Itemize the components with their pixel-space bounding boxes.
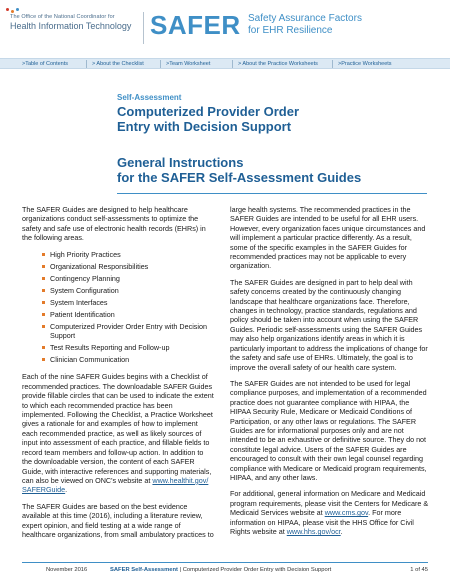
- design-paragraph: The SAFER Guides are designed in part to help deal with safety concerns created by the continuously changing landscape that healthcare organizations face. Therefore, changes in technology, practice standards, regulations and policy should be taken into account when using the SAFER Guides. Periodic self-assessments using the SAFER Guides may also help organizations identify areas in which it is particularly important to address the implications of change for the safety and safe use of EHRs. Ultimately, the goal is to improve the overall safety of our health care system.: [230, 277, 428, 372]
- onc-logo: [10, 14, 140, 31]
- list-item: Patient Identification: [50, 310, 214, 319]
- list-item: Computerized Provider Order Entry with Decision Support: [50, 322, 214, 341]
- right-column: [230, 205, 430, 543]
- info-text-c: .: [340, 527, 343, 536]
- list-item: Contingency Planning: [50, 274, 214, 283]
- list-item: Organizational Responsibilities: [50, 262, 214, 271]
- page-title: [117, 104, 397, 134]
- safer-subtitle-line2: for EHR Resilience: [248, 25, 333, 36]
- footer-title-bold: SAFER Self-Assessment: [110, 567, 178, 573]
- nav-divider: [86, 60, 87, 68]
- info-paragraph: [230, 489, 430, 536]
- usage-paragraph: large health systems. The recommended practices in the SAFER Guides are intended to be useful for all EHR users. However, every organization faces unique circumstances and will implement a particular practice differently. As a result, some of the specific examples in the SAFER Guides for recommended practices may not be applicable to every organization.: [230, 205, 426, 271]
- nav-divider: [232, 60, 233, 68]
- nav-practice-worksheets[interactable]: >Practice Worksheets: [338, 61, 392, 67]
- safer-subtitle: [248, 13, 388, 37]
- nav-divider: [160, 60, 161, 68]
- nav-table-of-contents[interactable]: >Table of Contents: [22, 61, 69, 67]
- checklist-text-end: .: [65, 485, 68, 495]
- nav-divider: [332, 60, 333, 68]
- kicker-label: Self-Assessment: [117, 93, 182, 102]
- page-title-line2: Entry with Decision Support: [117, 119, 292, 134]
- list-item: Test Results Reporting and Follow-up: [50, 343, 214, 352]
- hhs-ocr-link[interactable]: www.hhs.gov/ocr: [286, 527, 341, 536]
- footer-page-number: 1 of 45: [410, 567, 428, 573]
- section-title: [117, 155, 397, 185]
- cms-link[interactable]: www.cms.gov: [324, 508, 369, 518]
- intro-paragraph: The SAFER Guides are designed to help healthcare organizations conduct self-assessments to optimize the safety and safe use of electronic health records (EHRs) in the following areas.: [22, 205, 206, 243]
- section-title-line2: for the SAFER Self-Assessment Guides: [117, 170, 362, 185]
- header-divider: [143, 12, 144, 44]
- page-title-line1: Computerized Provider Order: [117, 104, 300, 119]
- info-text-a: For additional, general information on Medicare and Medicaid program requirements, please visit the Centers for Medicare & Medicaid Services website at: [230, 489, 429, 518]
- checklist-paragraph: [22, 372, 214, 494]
- safer-guide-link[interactable]: www.healthit.gov/ SAFERGuide: [22, 475, 209, 495]
- footer-title: [110, 565, 331, 575]
- onc-line2: Health Information Technology: [10, 21, 132, 31]
- page-footer: [22, 565, 428, 575]
- page-header: [0, 0, 450, 56]
- list-item: System Interfaces: [50, 298, 214, 307]
- list-item: High Priority Practices: [50, 250, 214, 259]
- checklist-text: Each of the nine SAFER Guides begins with a Checklist of recommended practices. The downloadable SAFER Guides provide fillable circles that can be used to indicate the extent to which each recommended practice has been implemented. Following the Checklist, a Practice Worksheet gives a rationale for and examples of how to implement each recommended practice, as well as likely sources of input into assessment of each practice, and fillable fields to record team members and follow-up action. In addition to the downloadable version, the content of each SAFER Guide, with interactive references and supporting materials, can also be viewed on ONC's website at: [22, 372, 214, 485]
- title-rule: [117, 193, 427, 194]
- list-item: System Configuration: [50, 286, 214, 295]
- list-item: Clinician Communication: [50, 355, 214, 364]
- left-column: [22, 205, 214, 546]
- footer-title-rest: | Computerized Provider Order Entry with Decision Support: [177, 567, 332, 573]
- nav-about-practice-worksheets[interactable]: > About the Practice Worksheets: [238, 61, 318, 67]
- nav-team-worksheet[interactable]: >Team Worksheet: [166, 61, 211, 67]
- info-text-b: . For more information on HIPAA, please visit the HHS Office for Civil Rights website at: [230, 508, 414, 536]
- evidence-paragraph: The SAFER Guides are based on the best evidence available at this time (2016), including a literature review, expert opinion, and field testing at a wide range of healthcare organizations, from small ambulatory practices to: [22, 501, 214, 539]
- footer-rule: [22, 562, 428, 563]
- safer-logo: SAFER: [150, 10, 241, 40]
- footer-date: November 2016: [46, 567, 88, 573]
- areas-list: [50, 250, 214, 365]
- nav-about-checklist[interactable]: > About the Checklist: [92, 61, 144, 67]
- nav-bar: [0, 58, 450, 69]
- section-title-line1: General Instructions: [117, 155, 244, 170]
- safer-subtitle-line1: Safety Assurance Factors: [248, 13, 362, 24]
- onc-line1: The Office of the National Coordinator for: [10, 14, 115, 20]
- legal-paragraph: The SAFER Guides are not intended to be used for legal compliance purposes, and implementation of a recommended practice does not guarantee compliance with HIPAA, the HIPAA Security Rule, Medicare or Medicaid Conditions of Participation, or any other laws or regulations. The SAFER Guides are for informational purposes only and are not intended to be an exhaustive or definitive source. They do not constitute legal advice. Users of the SAFER Guides are encouraged to consult with their own legal counsel regarding compliance with Medicare or Medicaid program requirements, HIPAA, and any other laws.: [230, 378, 427, 482]
